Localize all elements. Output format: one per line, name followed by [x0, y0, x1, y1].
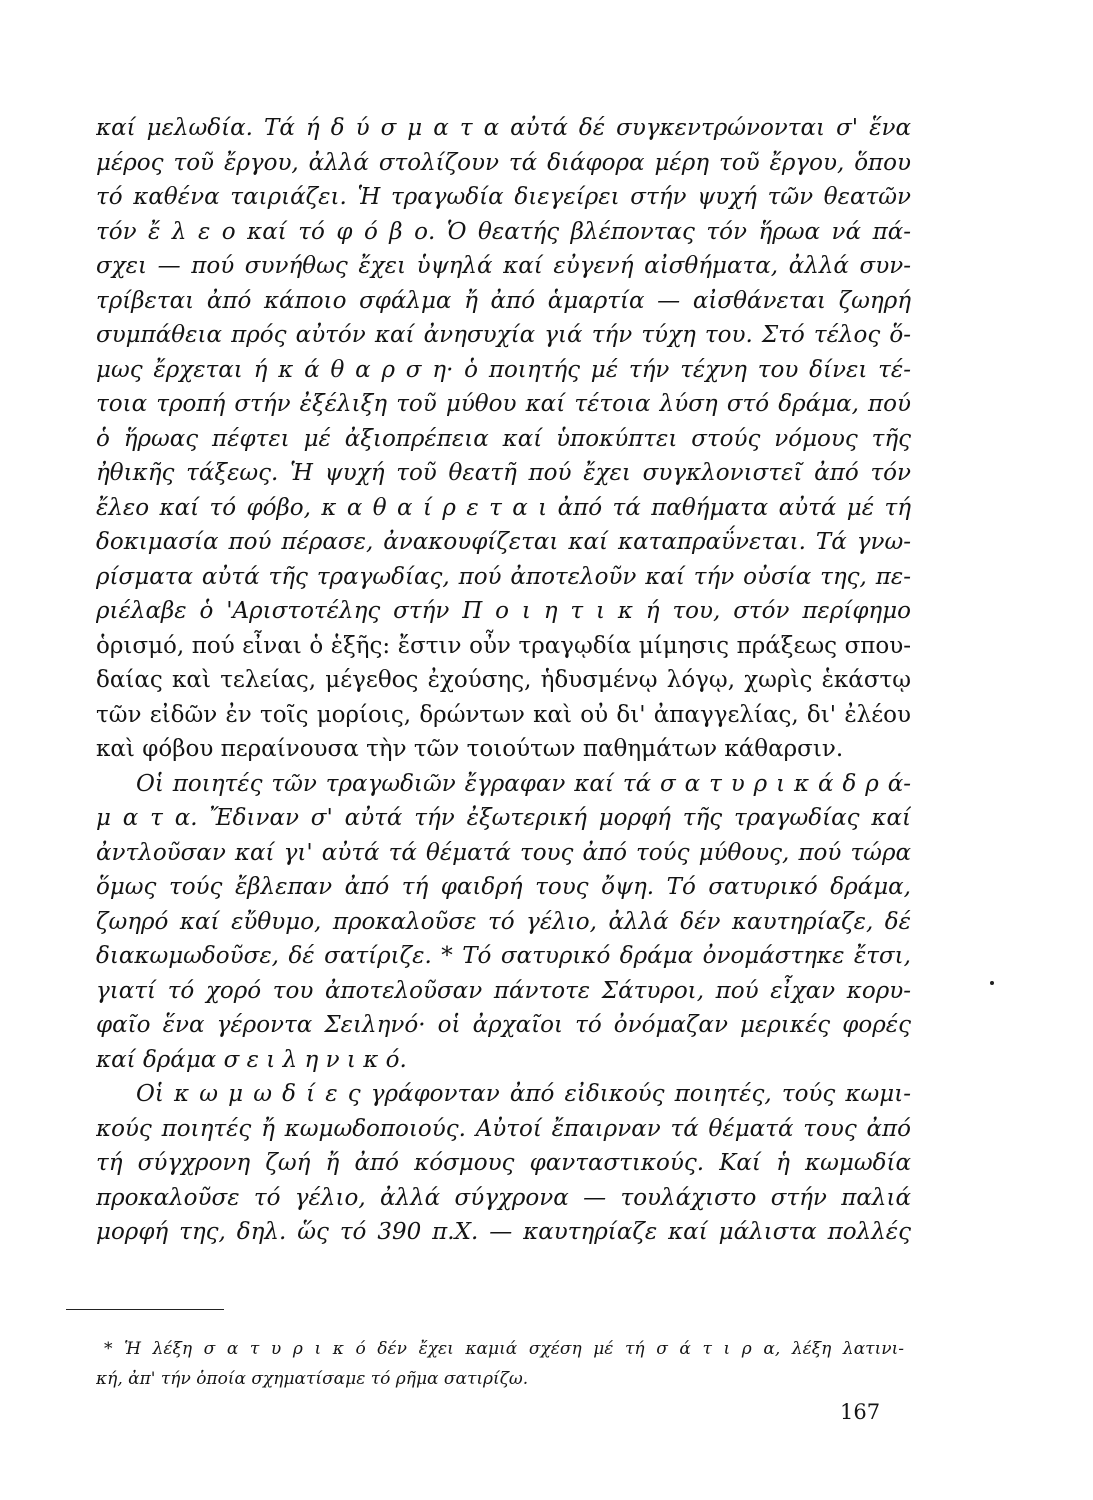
text-line: ρίσματα αὐτά τῆς τραγωδίας, πού ἀποτελοῦν καί τήν οὐσία της, πε-	[96, 563, 911, 590]
text-line: δοκιμασία πού πέρασε, ἀνακουφίζεται καί καταπραΰνεται. Τά γνω-	[96, 529, 911, 555]
paragraph-start-line: Οἱ κ ω μ ω δ ί ε ς γράφονταν ἀπό εἰδικούς ποιητές, τούς κωμι-	[136, 1081, 911, 1107]
text-line: ριέλαβε ὁ 'Αριστοτέλης στήν Π ο ι η τ ι κ ή του, στόν περίφημο	[96, 598, 911, 624]
ancient-greek-quote-line: τῶν εἰδῶν ἐν τοῖς μορίοις, δρώντων καὶ οὐ δι' ἀπαγγελίας, δι' ἐλέου	[96, 701, 911, 728]
ancient-greek-quote-line: δαίας καὶ τελείας, μέγεθος ἐχούσης, ἡδυσμένῳ λόγῳ, χωρὶς ἑκάστῳ	[96, 667, 911, 693]
text-line: γιατί τό χορό του ἀποτελοῦσαν πάντοτε Σάτυροι, πού εἶχαν κορυ-	[96, 977, 911, 1004]
text-line: ὅμως τούς ἔβλεπαν ἀπό τή φαιδρή τους ὄψη. Τό σατυρικό δράμα,	[96, 874, 911, 900]
text-line: τό καθένα ταιριάζει. Ἡ τραγωδία διεγείρει στήν ψυχή τῶν θεατῶν	[96, 184, 911, 210]
text-line: τόν ἔ λ ε ο καί τό φ ό β ο. Ὁ θεατής βλέποντας τόν ἥρωα νά πά-	[96, 218, 911, 245]
ancient-greek-quote-line: ὁρισμό, πού εἶναι ὁ ἑξῆς: ἔστιν οὖν τραγῳδία μίμησις πράξεως σπου-	[96, 632, 911, 659]
print-speck	[990, 981, 994, 985]
ancient-greek-quote-line: καὶ φόβου περαίνουσα τὴν τῶν τοιούτων παθημάτων κάθαρσιν.	[96, 736, 844, 762]
text-line: μ α τ α. Ἔδιναν σ' αὐτά τήν ἐξωτερική μορφή τῆς τραγωδίας καί	[96, 805, 911, 831]
footnote-divider	[66, 1309, 224, 1310]
text-line: ὁ ἥρωας πέφτει μέ ἀξιοπρέπεια καί ὑποκύπτει στούς νόμους τῆς	[96, 425, 911, 452]
text-line: σχει — πού συνήθως ἔχει ὑψηλά καί εὐγενή αἰσθήματα, ἀλλά συν-	[96, 253, 911, 279]
text-line: καί μελωδία. Τά ή δ ύ σ μ α τ α αὐτά δέ συγκεντρώνονται σ' ἕνα	[96, 115, 911, 141]
text-line: ἔλεο καί τό φόβο, κ α θ α ί ρ ε τ α ι ἀπό τά παθήματα αὐτά μέ τή	[96, 494, 911, 521]
text-line: τρίβεται ἀπό κάποιο σφάλμα ἤ ἀπό ἁμαρτία — αἰσθάνεται ζωηρή	[96, 287, 911, 314]
text-line: μορφή της, δηλ. ὥς τό 390 π.Χ. — καυτηρίαζε καί μάλιστα πολλές	[96, 1219, 911, 1245]
footnote-line: κή, ἀπ' τήν ὁποία σχηματίσαμε τό ρῆμα σατιρίζω.	[96, 1369, 529, 1389]
text-line: τοια τροπή στήν ἐξέλιξη τοῦ μύθου καί τέτοια λύση στό δράμα, πού	[96, 391, 911, 417]
text-line: κούς ποιητές ἤ κωμωδοποιούς. Αὐτοί ἔπαιρναν τά θέματά τους ἀπό	[96, 1115, 911, 1142]
paragraph-end-line: καί δράμα σ ε ι λ η ν ι κ ό.	[96, 1046, 407, 1073]
body-text	[96, 111, 911, 1250]
text-line: ζωηρό καί εὔθυμο, προκαλοῦσε τό γέλιο, ἀλλά δέν καυτηρίαζε, δέ	[96, 908, 911, 935]
footnote	[96, 1334, 904, 1394]
text-line: διακωμωδοῦσε, δέ σατίριζε. * Τό σατυρικό δράμα ὀνομάστηκε ἔτσι,	[96, 943, 911, 969]
text-line: φαῖο ἕνα γέροντα Σειληνό· οἱ ἀρχαῖοι τό ὀνόμαζαν μερικές φορές	[96, 1012, 911, 1038]
text-line: τή σύγχρονη ζωή ἤ ἀπό κόσμους φανταστικούς. Καί ἡ κωμωδία	[96, 1150, 911, 1176]
text-line: ἀντλοῦσαν καί γι' αὐτά τά θέματά τους ἀπό τούς μύθους, πού τώρα	[96, 839, 911, 866]
page-number: 167	[840, 1400, 881, 1424]
text-line: προκαλοῦσε τό γέλιο, ἀλλά σύγχρονα — τουλάχιστο στήν παλιά	[96, 1184, 911, 1211]
paragraph-start-line: Οἱ ποιητές τῶν τραγωδιῶν ἔγραφαν καί τά σ α τ υ ρ ι κ ά δ ρ ά-	[136, 770, 911, 797]
text-line: μέρος τοῦ ἔργου, ἀλλά στολίζουν τά διάφορα μέρη τοῦ ἔργου, ὅπου	[96, 149, 911, 176]
text-line: συμπάθεια πρός αὐτόν καί ἀνησυχία γιά τήν τύχη του. Στό τέλος ὅ-	[96, 322, 911, 348]
text-line: μως ἔρχεται ή κ ά θ α ρ σ η· ὁ ποιητής μέ τήν τέχνη του δίνει τέ-	[96, 356, 911, 383]
text-line: ἠθικῆς τάξεως. Ἡ ψυχή τοῦ θεατῆ πού ἔχει συγκλονιστεῖ ἀπό τόν	[96, 460, 911, 486]
footnote-line: * Ἡ λέξη σ α τ υ ρ ι κ ό δέν ἔχει καμιά σχέση μέ τή σ ά τ ι ρ α, λέξη λατινι-	[104, 1339, 904, 1359]
